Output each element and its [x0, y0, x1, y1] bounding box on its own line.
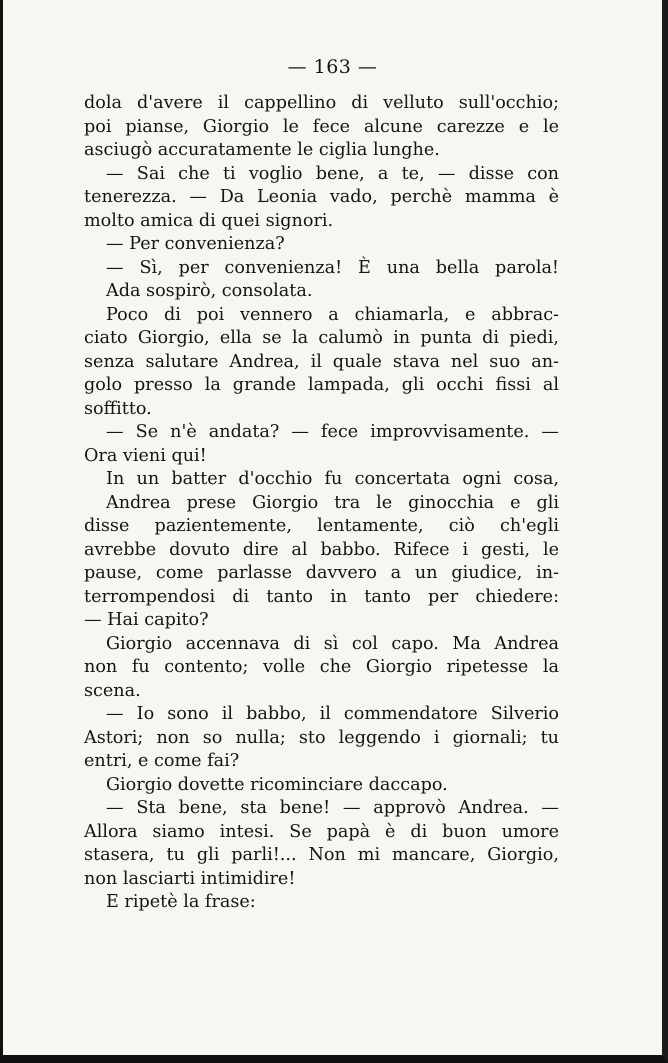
text-line: — Sì, per convenienza! È una bella parola!: [106, 257, 559, 278]
text-line: golo presso la grande lampada, gli occhi fissi al: [84, 375, 559, 395]
text-line: soffitto.: [84, 398, 152, 419]
text-line: ciato Giorgio, ella se la calumò in punta di piedi,: [84, 328, 559, 348]
text-line: dola d'avere il cappellino di velluto sull'occhio;: [84, 93, 559, 113]
page-number: — 163 —: [287, 56, 378, 78]
text-line: terrompendosi di tanto in tanto per chiedere:: [84, 586, 559, 607]
text-line: — Per convenienza?: [106, 234, 285, 254]
text-line: Allora siamo intesi. Se papà è di buon umore: [84, 821, 559, 842]
text-line: — Sai che ti voglio bene, a te, — disse con: [106, 163, 559, 184]
text-line: Giorgio accennava di sì col capo. Ma Andrea: [106, 633, 559, 654]
text-line: tenerezza. — Da Leonia vado, perchè mamma è: [84, 187, 559, 207]
text-line: entri, e come fai?: [84, 751, 240, 771]
text-line: disse pazientemente, lentamente, ciò ch'egli: [84, 516, 559, 536]
text-line: Andrea prese Giorgio tra le ginocchia e gli: [106, 492, 559, 513]
text-line: non fu contento; volle che Giorgio ripetesse la: [84, 657, 559, 677]
text-line: Giorgio dovette ricominciare daccapo.: [106, 774, 448, 795]
text-line: — Io sono il babbo, il commendatore Silverio: [106, 704, 559, 724]
text-line: non lasciarti intimidire!: [84, 868, 296, 889]
body-text: [84, 92, 559, 915]
text-line: molto amica di quei signori.: [84, 210, 334, 231]
text-line: Ada sospirò, consolata.: [106, 281, 313, 301]
text-line: Poco di poi vennero a chiamarla, e abbrac-: [106, 304, 559, 325]
text-line: avrebbe dovuto dire al babbo. Rifece i gesti, le: [84, 539, 559, 560]
text-line: stasera, tu gli parli!... Non mi mancare, Giorgio,: [84, 845, 559, 865]
text-line: Ora vieni qui!: [84, 445, 207, 466]
text-line: E ripetè la frase:: [106, 892, 256, 912]
text-line: — Sta bene, sta bene! — approvò Andrea. —: [106, 798, 559, 818]
text-line: senza salutare Andrea, il quale stava nel suo an-: [84, 351, 559, 372]
text-line: asciugò accuratamente le ciglia lunghe.: [84, 140, 440, 160]
text-line: Astori; non so nulla; sto leggendo i giornali; tu: [84, 727, 559, 748]
text-line: scena.: [84, 680, 141, 701]
text-line: pause, come parlasse davvero a un giudice, in-: [84, 563, 559, 583]
text-line: — Hai capito?: [84, 610, 209, 630]
text-line: poi pianse, Giorgio le fece alcune carezze e le: [84, 116, 559, 137]
text-line: In un batter d'occhio fu concertata ogni cosa,: [106, 469, 559, 489]
text-line: — Se n'è andata? — fece improvvisamente. —: [106, 422, 559, 442]
